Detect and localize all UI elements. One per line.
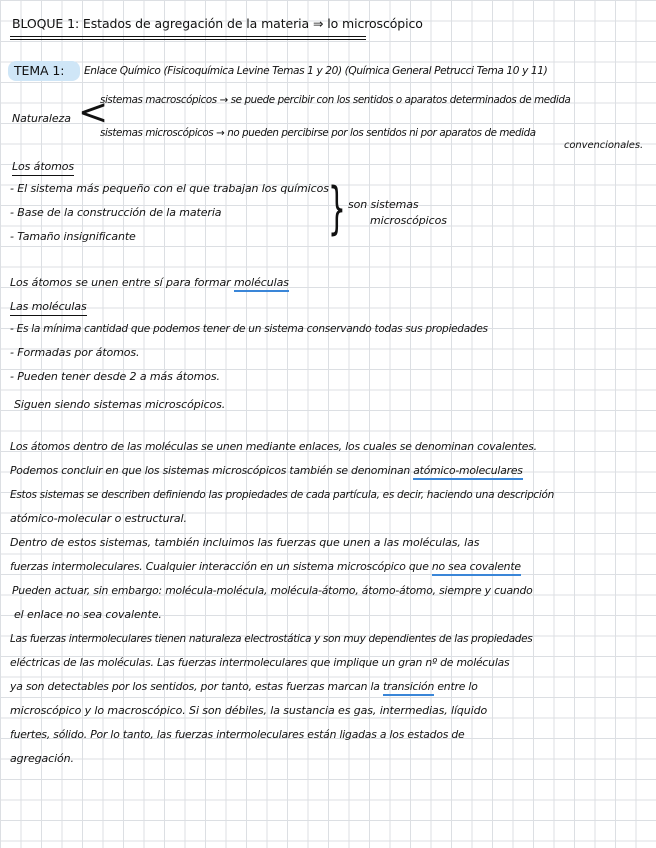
atomos-item-3: - Tamaño insignificante <box>10 230 136 243</box>
moleculas-intro-highlight: moléculas <box>234 276 289 292</box>
naturaleza-line-1: sistemas macroscópicos → se puede percibir con los sentidos o aparatos determinados de medida <box>100 94 571 106</box>
p1-line-1: Los átomos dentro de las moléculas se unen mediante enlaces, los cuales se denominan covalentes. <box>10 440 537 453</box>
title-underline <box>10 36 366 37</box>
tema-text: Enlace Químico (Fisicoquímica Levine Temas 1 y 20) (Química General Petrucci Tema 10 y 11) <box>84 65 548 77</box>
p1-line-4: atómico-molecular o estructural. <box>10 512 187 525</box>
p2-line-2-highlight: no sea covalente <box>432 560 521 576</box>
atomos-brace-note-1: son sistemas <box>348 198 419 211</box>
p1-line-2-highlight: atómico-moleculares <box>413 464 522 480</box>
p3-line-1: Las fuerzas intermoleculares tienen naturaleza electrostática y son muy dependientes de las propiedades <box>10 633 533 645</box>
p2-line-4: el enlace no sea covalente. <box>14 608 162 621</box>
title-underline-double <box>10 39 366 40</box>
page-title: BLOQUE 1: Estados de agregación de la materia ⇒ lo microscópico <box>12 16 423 31</box>
p1-line-3: Estos sistemas se describen definiendo las propiedades de cada partícula, es decir, haciendo una descripción <box>10 489 555 501</box>
p3-line-3-text: ya son detectables por los sentidos, por tanto, estas fuerzas marcan la <box>10 680 380 693</box>
p1-line-2-text: Podemos concluir en que los sistemas microscópicos también se denominan <box>10 464 411 477</box>
atomos-item-1: - El sistema más pequeño con el que trabajan los químicos <box>10 182 329 195</box>
atomos-item-2: - Base de la construcción de la materia <box>10 206 222 219</box>
naturaleza-brace: < <box>78 92 109 133</box>
moleculas-intro <box>10 276 289 290</box>
moleculas-note: Siguen siendo sistemas microscópicos. <box>14 398 226 411</box>
tema-label: TEMA 1: <box>14 63 65 78</box>
p3-line-3-highlight: transición <box>383 680 434 696</box>
p2-line-3: Pueden actuar, sin embargo: molécula-molécula, molécula-átomo, átomo-átomo, siempre y cuando <box>12 584 533 597</box>
atomos-heading: Los átomos <box>12 160 74 176</box>
atomos-brace-note-2: microscópicos <box>370 214 447 227</box>
p3-line-4: microscópico y lo macroscópico. Si son débiles, la sustancia es gas, intermedias, líquido <box>10 704 488 717</box>
atomos-brace: } <box>328 176 346 241</box>
p1-line-2 <box>10 464 523 478</box>
p3-line-5: fuertes, sólido. Por lo tanto, las fuerzas intermoleculares están ligadas a los estados de <box>10 728 465 741</box>
moleculas-intro-text: Los átomos se unen entre sí para formar <box>10 276 231 289</box>
naturaleza-line-3: convencionales. <box>564 140 644 151</box>
moleculas-item-2: - Formadas por átomos. <box>10 346 140 359</box>
moleculas-item-3: - Pueden tener desde 2 a más átomos. <box>10 370 220 383</box>
p2-line-1: Dentro de estos sistemas, también incluimos las fuerzas que unen a las moléculas, las <box>10 536 480 549</box>
p3-line-3 <box>10 680 478 694</box>
p2-line-2 <box>10 560 521 574</box>
p3-line-3-tail: entre lo <box>437 680 478 693</box>
p3-line-2: eléctricas de las moléculas. Las fuerzas intermoleculares que implique un gran nº de moléculas <box>10 656 510 669</box>
p2-line-2-text: fuerzas intermoleculares. Cualquier interacción en un sistema microscópico que <box>10 560 429 573</box>
naturaleza-label: Naturaleza <box>12 112 71 125</box>
p3-line-6: agregación. <box>10 752 74 765</box>
moleculas-item-1: - Es la mínima cantidad que podemos tener de un sistema conservando todas sus propiedades <box>10 323 488 335</box>
naturaleza-line-2: sistemas microscópicos → no pueden percibirse por los sentidos ni por aparatos de medida <box>100 127 536 139</box>
moleculas-heading: Las moléculas <box>10 300 87 316</box>
